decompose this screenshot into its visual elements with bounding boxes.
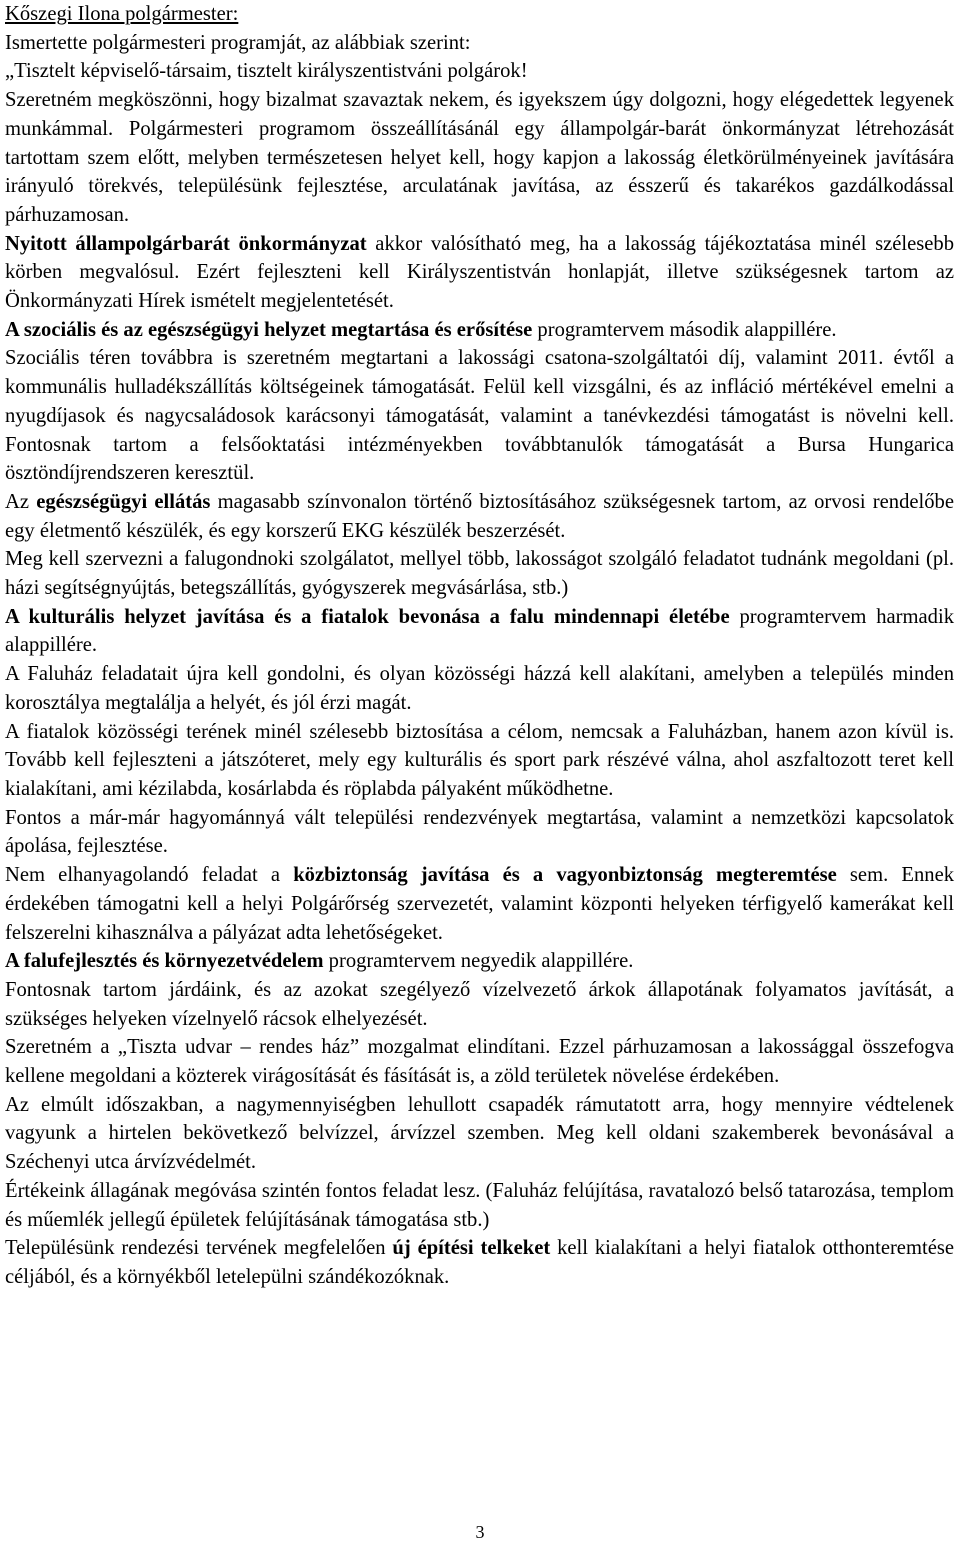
public-safety-paragraph xyxy=(5,861,954,947)
youth-space-paragraph: A fiatalok közösségi terének minél szélesebb biztosítása a célom, nemcsak a Faluházban, hanem azon kívül is. Tovább kell fejleszteni a játszóteret, mely egy kulturális és sport park részévé válna, ahol aszfaltozott teret kell kialakítani, ami kézilabda, kosárlabda és röplabda pályaként működhetne. xyxy=(5,720,954,800)
heritage-paragraph: Értékeink állagának megóvása szintén fontos feladat lesz. (Faluház felújítása, ravatalozó belső tatarozása, templom és műemlék jellegű épületek felújításának támogatása stb.) xyxy=(5,1179,954,1231)
document-body xyxy=(5,0,954,1292)
health-care-text: magasabb színvonalon történő biztosításához szükségesnek tartom, az orvosi rendelőbe egy életmentő készülék, és egy korszerű EKG készülék beszerzését. xyxy=(5,490,954,542)
thanks-paragraph: Szeretném megköszönni, hogy bizalmat szavaztak nekem, és igyekszem úgy dolgozni, hogy elégedettek legyenek munkámmal. Polgármesteri programom összeállításánál egy állampolgár-barát önkormányzat létrehozását tartottam szem előtt, melyben természetesen helyet kell, hogy kapjon a lakosság életkörülményeinek javítására irányuló törekvés, településünk fejlesztése, arculatának javítása, az ésszerű és takarékos gazdálkodással párhuzamosan. xyxy=(5,89,954,226)
open-government-emphasis: Nyitott állampolgárbarát önkormányzat xyxy=(5,232,367,255)
page-number: 3 xyxy=(475,1522,485,1542)
development-pillar-text: programtervem negyedik alappillére. xyxy=(323,950,634,973)
social-support-paragraph: Szociális téren továbbra is szeretném megtartani a lakossági csatona-szolgáltatói díj, valamint 2011. évtől a kommunális hulladékszállítás költségeinek támogatását. Felül kell vizsgálni, és az infláció mértékével emelni a nyugdíjasok és nagycsaládosok karácsonyi támogatását, valamint a tanévkezdési támogatást is növelni kell. Fontosnak tartom a felsőoktatási intézményekben továbbtanulók támogatását a Bursa Hungarica ösztöndíjrendszeren keresztül. xyxy=(5,347,954,485)
tidy-yard-paragraph: Szeretném a „Tiszta udvar – rendes ház” mozgalmat elindítani. Ezzel párhuzamosan a lakossággal összefogva kellene megoldani a közterek virágosítását és fásítását is, a zöld területek növelése érdekében. xyxy=(5,1036,954,1088)
speaker-name: Kőszegi Ilona polgármester: xyxy=(5,3,239,25)
open-government-text: akkor valósítható meg, ha a lakosság tájékoztatása minél szélesebb körben megvalósul. Ezért fejleszteni kell Királyszentistván honlapját, illetve szükségesnek tartom az Önkormányzati Hírek ismételt megjelentetését. xyxy=(5,232,955,313)
development-pillar-emphasis: A falufejlesztés és környezetvédelem xyxy=(5,950,324,973)
health-care-emphasis: egészségügyi ellátás xyxy=(36,490,211,513)
building-plots-paragraph xyxy=(5,1234,954,1291)
intro-paragraph: Ismertette polgármesteri programját, az alábbiak szerint: xyxy=(5,31,471,54)
culture-pillar-text: programtervem harmadik alappillére. xyxy=(5,605,954,657)
community-house-paragraph: A Faluház feladatait újra kell gondolni, és olyan közösségi házzá kell alakítani, amelyben a település minden korosztálya megtalálja a helyét, és jól érzi magát. xyxy=(5,663,954,714)
flood-protection-paragraph: Az elmúlt időszakban, a nagymennyiségben lehullott csapadék rámutatott arra, hogy mennyire védtelenek vagyunk a hirtelen bekövetkező belvízzel, árvízzel szemben. Meg kell oldani szakemberek bevonásával a Széchenyi utca árvízvédelmét. xyxy=(5,1093,954,1174)
health-care-paragraph xyxy=(5,488,954,545)
public-safety-text: sem. Ennek érdekében támogatni kell a helyi Polgárőrség szervezetét, valamint központi helyeken térfigyelő kamerákat kell felszerelni kihasználva a pályázat adta lehetőségeket. xyxy=(5,864,955,944)
social-pillar-paragraph xyxy=(5,316,954,345)
public-safety-emphasis: közbiztonság javítása és a vagyonbiztonság megteremtése xyxy=(293,864,837,887)
traditions-paragraph: Fontos a már-már hagyománnyá vált települési rendezvények megtartása, valamint a nemzetközi kapcsolatok ápolása, fejlesztése. xyxy=(5,806,954,858)
village-service-paragraph: Meg kell szervezni a falugondnoki szolgálatot, mellyel több, lakosságot szolgáló feladatot tudnánk megoldani (pl. házi segítségnyújtás, betegszállítás, gyógyszerek megvásárlása, stb.) xyxy=(5,548,954,600)
sidewalk-paragraph: Fontosnak tartom járdáink, és az azokat szegélyező vízelvezető árkok állapotának folyamatos javítását, a szükséges helyeken vízelnyelő rácsok elhelyezését. xyxy=(5,978,954,1030)
social-pillar-emphasis: A szociális és az egészségügyi helyzet megtartása és erősítése xyxy=(5,318,533,341)
speaker-heading xyxy=(5,0,954,29)
health-care-lead: Az xyxy=(5,490,37,513)
greeting-paragraph: „Tisztelt képviselő-társaim, tisztelt királyszentistváni polgárok! xyxy=(5,60,528,83)
building-plots-lead: Településünk rendezési tervének megfelelően xyxy=(5,1237,393,1260)
development-pillar-paragraph xyxy=(5,947,954,976)
public-safety-lead: Nem elhanyagolandó feladat a xyxy=(5,864,294,887)
social-pillar-text: programtervem második alappillére. xyxy=(532,318,837,341)
culture-pillar-paragraph xyxy=(5,603,954,660)
culture-pillar-emphasis: A kulturális helyzet javítása és a fiatalok bevonása a falu mindennapi életébe xyxy=(5,605,730,628)
open-government-paragraph xyxy=(5,230,954,316)
building-plots-emphasis: új építési telkeket xyxy=(392,1237,551,1260)
building-plots-text: kell kialakítani a helyi fiatalok otthonteremtése céljából, és a környékből letelepülni szándékozóknak. xyxy=(5,1237,954,1288)
